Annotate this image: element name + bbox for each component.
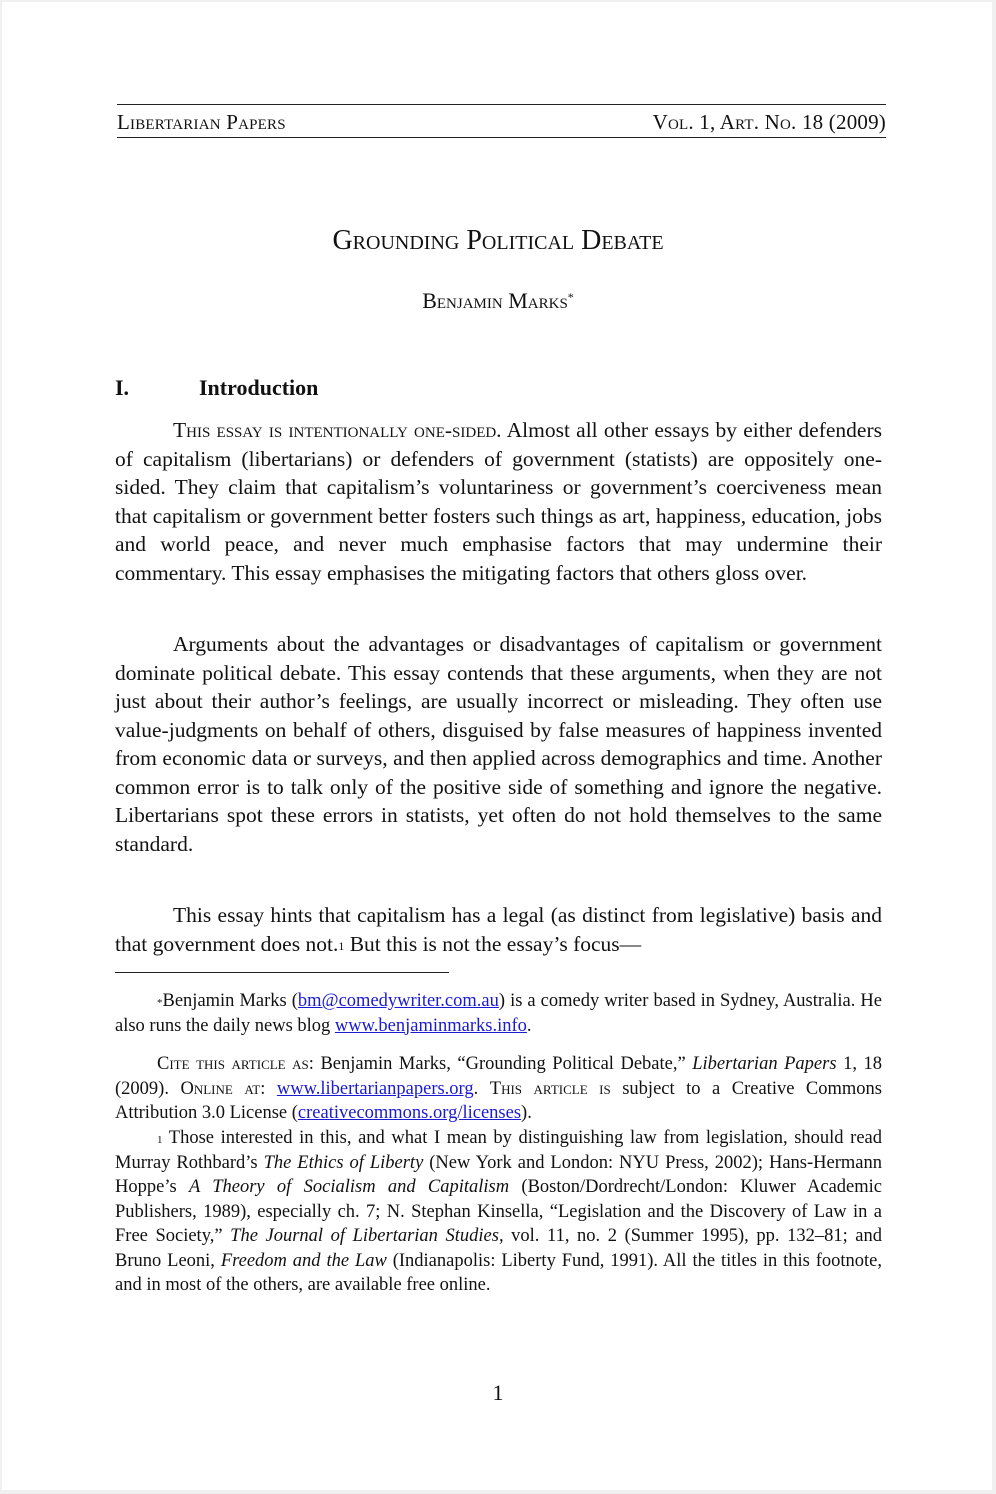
section-number: I. [115,375,130,400]
paragraph-2 [115,630,882,858]
punctuation: . [473,1078,490,1099]
book-title: The Ethics of Liberty [263,1152,424,1173]
license-label: This article is [489,1078,611,1099]
cite-label: Cite this article as: [157,1054,314,1074]
volume-info: Vol. 1, Art. No. 18 (2009) [652,110,886,134]
paragraph-1 [115,416,882,587]
blog-link[interactable]: www.benjaminmarks.info [334,1015,527,1036]
author-footnote-mark[interactable]: * [567,290,574,304]
footnote-citation [115,1052,882,1126]
article-author [0,287,996,315]
cite-tail: 1, 18 (2009). [115,1054,882,1099]
book-title: A Theory of Socialism and Capitalism [188,1177,510,1197]
footnote-text: Those interested in this, and what I mean by distinguishing law from legislation, should read Murray Rothbard’s [115,1128,882,1173]
footnote-text: . [526,1015,532,1036]
footnote-1 [115,1126,882,1298]
article-title: Grounding Political Debate [332,225,664,256]
book-title: Freedom and the Law [220,1250,387,1271]
punctuation: ). [521,1103,532,1123]
footnote-number: 1 [157,1134,163,1146]
page-number: 1 [492,1380,504,1405]
paragraph-1-text: Almost all other essays by either defenders of capitalism (libertarians) or defenders of government (statists) are oppositely one-sided. They claim that capitalism’s voluntariness or government’s coerciveness mean that capitalism or government better fosters such things as art, happiness, education, jobs and world peace, and never much emphasise factors that may undermine their commentary. This essay emphasises the mitigating factors that others gloss over. [115,418,882,585]
paragraph-3-text: This essay hints that capitalism has a legal (as distinct from legislative) basis and that government does not. [115,903,882,956]
paragraph-lead: This essay is intentionally one-sided. [173,418,502,442]
footnote-text: (Boston/Dordrecht/London: Kluwer Academic Publishers, 1989), especially ch. 7; N. Stephan Kinsella, “Legislation and the Discovery of Law in a Free Society,” [115,1177,883,1246]
running-header [117,104,886,138]
email-link[interactable]: bm@comedywriter.com.au [297,991,499,1011]
paragraph-3 [115,901,882,958]
license-text: subject to a Creative Commons Attribution 3.0 License ( [115,1078,882,1123]
paragraph-2-text: Arguments about the advantages or disadvantages of capitalism or government dominate political debate. This essay contends that these arguments, when they are not just about their author’s feelings, are usually incorrect or misleading. They often use value-judgments on behalf of others, disguised by false measures of happiness invented from economic data or surveys, and then applied across demographics and time. Another common error is to talk only of the positive side of something and ignore the negative. Libertarians spot these errors in statists, yet often do not hold themselves to the same standard. [115,632,882,856]
section-title: Introduction [199,375,319,400]
footnote-mark: * [157,997,163,1009]
footnote-text: , vol. 11, no. 2 (Summer 1995), pp. 132–81; and Bruno Leoni, [115,1226,883,1271]
footnote-ref-1[interactable]: 1 [338,938,345,953]
paragraph-3-text-cont: But this is not the essay’s focus— [344,931,642,956]
journal-title: The Journal of Libertarian Studies [230,1226,499,1246]
journal-name: Libertarian Papers [117,110,286,134]
footnote-separator [115,972,449,973]
footnote-text: ) is a comedy writer based in Sydney, Australia. He also runs the daily news blog [115,991,882,1036]
license-link[interactable]: creativecommons.org/licenses [297,1103,522,1123]
footnote-text: (Indianapolis: Liberty Fund, 1991). All the titles in this footnote, and in most of the others, are available free online. [115,1250,882,1295]
journal-website-link[interactable]: www.libertarianpapers.org [276,1078,474,1099]
spacer [265,1079,277,1099]
cite-text: Benjamin Marks, “Grounding Political Debate,” [313,1054,693,1074]
section-heading [115,374,318,402]
online-label: Online at: [180,1078,266,1099]
footnote-text: (New York and London: NYU Press, 2002); Hans-Hermann Hoppe’s [115,1152,882,1197]
footnote-text: Benjamin Marks ( [162,991,298,1011]
journal-title-italic: Libertarian Papers [692,1054,837,1074]
footnote-author [115,989,882,1038]
author-name: Benjamin Marks [422,288,568,313]
